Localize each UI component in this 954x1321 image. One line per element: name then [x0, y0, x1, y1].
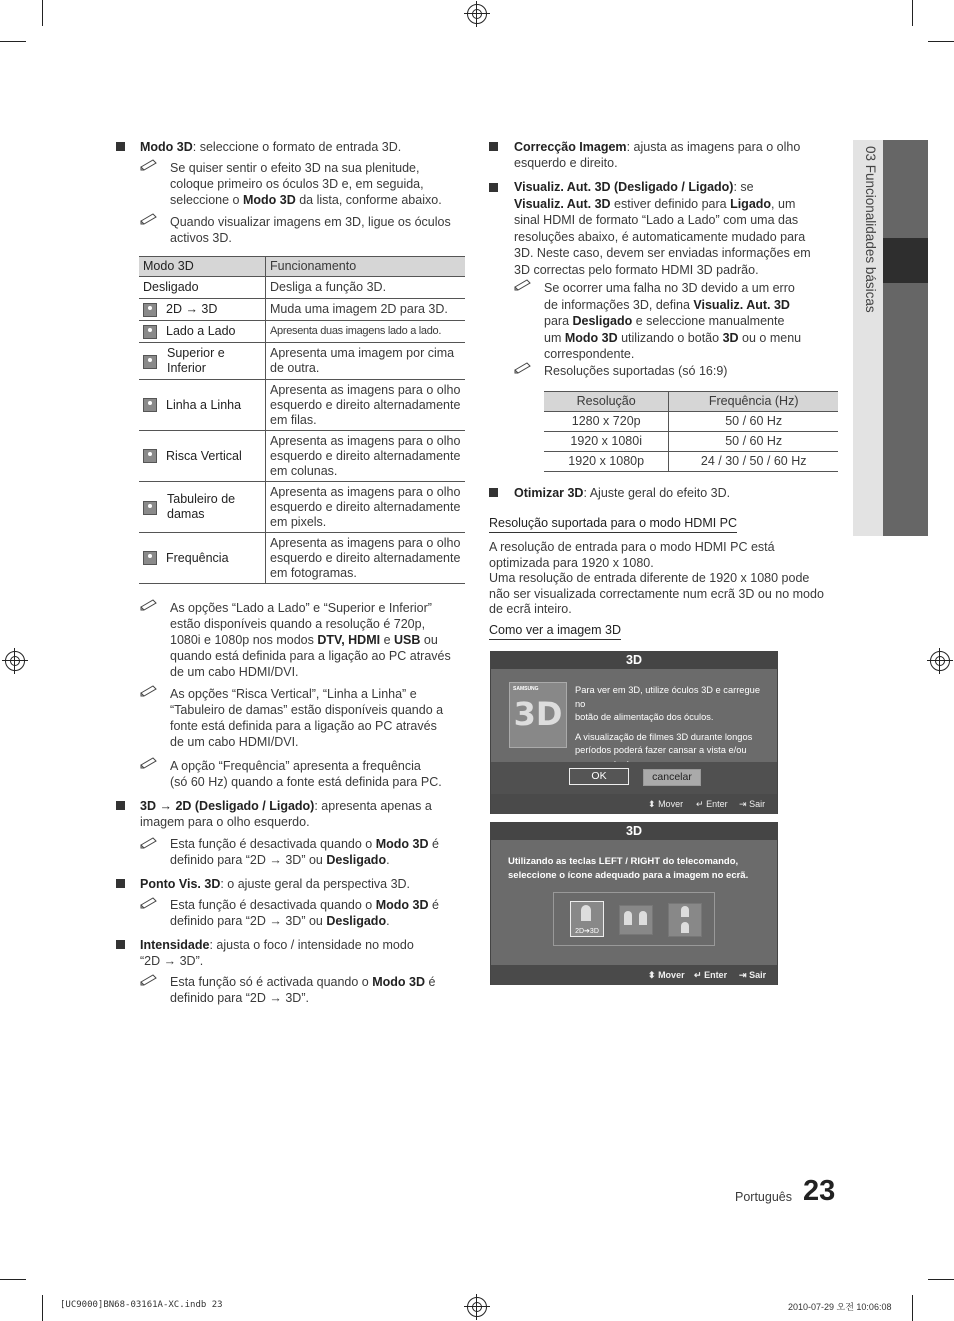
- note-lado-lado: As opções “Lado a Lado” e “Superior e Inferior” estão disponíveis quando a resolução é 720p, 1080i e 1080p nos modos DTV, HDMI e USB ou quando está definida para a ligação ao PC através de um cabo HDMI/DVI.: [170, 601, 451, 679]
- enter-icon: ↵: [696, 799, 704, 809]
- note-falha: Se ocorrer uma falha no 3D devido a um erro de informações 3D, defina Visualiz. Aut. 3D para Desligado e seleccione manualmente um Modo 3D utilizando o botão 3D ou o menu correspondente.: [544, 281, 802, 361]
- move-icon: ⬍: [648, 970, 656, 980]
- item-otimizar: Otimizar 3D: Ajuste geral do efeito 3D.: [514, 486, 731, 500]
- exit-icon: ⇥: [739, 970, 747, 980]
- note-risca: As opções “Risca Vertical”, “Linha a Linha” e “Tabuleiro de damas” estão disponíveis quando a fonte está definida para a ligação ao PC através de um cabo HDMI/DVI.: [170, 687, 444, 749]
- note-ponto-vis: Esta função é desactivada quando o Modo 3D é definido para “2D → 3D” ou Desligado.: [170, 898, 439, 928]
- footer-file: [UC9000]BN68-03161A-XC.indb 23: [60, 1300, 223, 1310]
- button-area: [491, 762, 777, 794]
- bullet: [489, 488, 498, 497]
- note-icon: [514, 278, 532, 291]
- note-oculos: Quando visualizar imagens em 3D, ligue os óculos activos 3D.: [170, 215, 451, 245]
- registration-mark-right: [930, 651, 950, 671]
- note-frequencia: A opção “Frequência” apresenta a frequência (só 60 Hz) quando a fonte está definida para PC.: [170, 759, 442, 789]
- note-3d-2d: Esta função é desactivada quando o Modo 3D é definido para “2D → 3D” ou Desligado.: [170, 837, 439, 867]
- table-row: 2D → 3D: [139, 299, 266, 321]
- nav-sair: ⇥ Sair: [739, 970, 767, 980]
- table-header: Funcionamento: [266, 257, 466, 277]
- frequency-icon: [143, 551, 157, 565]
- footer-date: 2010-07-29 오전 10:06:08: [788, 1302, 892, 1312]
- line-by-line-icon: [143, 398, 157, 412]
- 3d-logo: 3D: [509, 682, 567, 748]
- footer-language: Português: [735, 1190, 792, 1204]
- nav-mover: ⬍ Mover: [648, 799, 684, 809]
- table-header: Modo 3D: [139, 257, 266, 277]
- item-visualiz: Visualiz. Aut. 3D (Desligado / Ligado): se Visualiz. Aut. 3D estiver definido para Ligado, um sinal HDMI de formato “Lado a Lado” com uma das resoluções abaixo, é automaticamente mudado para 3D. Neste caso, devem ser enviadas informações em 3D correctas pelo formato HDMI 3D padrão.: [514, 180, 811, 277]
- tv-screen-3d-select: [490, 822, 778, 985]
- note-intensidade: Esta função só é activada quando o Modo 3D é definido para “2D → 3D”.: [170, 975, 436, 1005]
- cancel-button[interactable]: cancelar: [643, 769, 701, 786]
- registration-mark-bottom: [467, 1297, 487, 1317]
- ok-button[interactable]: OK: [569, 768, 629, 785]
- table-row: Tabuleiro de damas: [139, 482, 266, 533]
- note-icon: [140, 756, 158, 769]
- side-by-side-option[interactable]: [619, 905, 653, 935]
- item-ponto-vis: Ponto Vis. 3D: o ajuste geral da perspectiva 3D.: [140, 877, 411, 891]
- item-3d-2d: 3D → 2D (Desligado / Ligado): apresenta apenas a imagem para o olho esquerdo.: [140, 799, 432, 829]
- item-correccao: Correcção Imagem: ajusta as imagens para o olho esquerdo e direito.: [514, 140, 801, 170]
- nav-sair: ⇥ Sair: [739, 799, 766, 809]
- side-by-side-icon: [143, 325, 157, 339]
- table-row: Lado a Lado: [139, 321, 266, 343]
- table-row: 1920 x 1080i 50 / 60 Hz: [544, 432, 838, 452]
- screen-title: 3D: [626, 824, 642, 838]
- item-intensidade: Intensidade: ajusta o foco / intensidade no modo “2D → 3D”.: [140, 938, 414, 968]
- table-header: Resolução: [544, 392, 669, 412]
- registration-mark-top: [467, 4, 487, 24]
- brand-label: SAMSUNG: [513, 686, 539, 692]
- screen-title: 3D: [626, 653, 642, 667]
- note-icon: [140, 684, 158, 697]
- mode-2d3d-icon: [143, 303, 157, 317]
- nav-enter: ↵ Enter: [696, 799, 728, 809]
- page-number: 23: [803, 1175, 836, 1207]
- table-row: Risca Vertical: [139, 431, 266, 482]
- note-icon: [140, 158, 158, 171]
- table-row: 1920 x 1080p 24 / 30 / 50 / 60 Hz: [544, 452, 838, 472]
- table-row: Frequência: [139, 533, 266, 584]
- note-icon: [140, 212, 158, 225]
- modo3d-table: Modo 3D Funcionamento Desligado Desliga a função 3D. 2D → 3D Muda uma imagem 2D para 3D. Lado a Lado Apresenta duas imagens lado a lado. Superior e Inferior Apresenta uma imagem por cima de outra. Linha a Linha Apresenta as imagens para o olho esquerdo e direito alternadamente em filas. Risca Vertical Apresenta as imagens para o olho esquerdo e direito alternadamente em colunas. Tabuleiro de damas Apresenta as imagens para o olho esquerdo e direito alternadamente em pixels. Frequência Apresenta as imagens para o olho esquerdo e direito alternadamente em fotogramas.: [139, 256, 465, 584]
- screen2-text: Utilizando as teclas LEFT / RIGHT do telecomando, seleccione o ícone adequado para a imagem no ecrã.: [508, 856, 749, 881]
- move-icon: ⬍: [648, 799, 656, 809]
- note-icon: [140, 836, 158, 849]
- modo3d-item: Modo 3D: seleccione o formato de entrada 3D.: [140, 140, 402, 154]
- bullet: [116, 801, 125, 810]
- table-row: Superior e Inferior: [139, 343, 266, 380]
- vertical-stripe-icon: [143, 449, 157, 463]
- note-icon: [140, 598, 158, 611]
- table-row: 1280 x 720p 50 / 60 Hz: [544, 412, 838, 432]
- side-tab-dark: [883, 140, 928, 536]
- heading-como-ver: Como ver a imagem 3D: [489, 622, 621, 638]
- bullet: [116, 142, 125, 151]
- note-resolucoes: Resoluções suportadas (só 16:9): [544, 364, 728, 378]
- chapter-label: 03 Funcionalidades básicas: [863, 146, 878, 313]
- top-bottom-option[interactable]: [668, 903, 702, 937]
- resolution-table: [544, 391, 838, 472]
- bullet: [116, 879, 125, 888]
- registration-mark-left: [5, 651, 25, 671]
- nav-mover: ⬍ Mover: [648, 970, 685, 980]
- enter-icon: ↵: [694, 970, 702, 980]
- note-icon: [140, 973, 158, 986]
- note-modo3d: Se quiser sentir o efeito 3D na sua plenitude, coloque primeiro os óculos 3D e, em seguida, seleccione o Modo 3D da lista, conforme abaixo.: [170, 161, 442, 207]
- bullet: [489, 142, 498, 151]
- table-row: Desligado: [139, 277, 266, 299]
- screen1-text: Para ver em 3D, utilize óculos 3D e carregue no botão de alimentação dos óculos. A visualização de filmes 3D durante longos períodos poderá fazer cansar a vista e/ou: [575, 685, 760, 755]
- checkerboard-icon: [143, 501, 157, 515]
- tv-screen-3d-warning: [490, 651, 778, 814]
- hdmi-pc-text: A resolução de entrada para o modo HDMI PC está optimizada para 1920 x 1080. Uma resolução de entrada diferente de 1920 x 1080 pode não ser visualizada correctamente num ecrã 3D ou no modo de ecrã inteiro.: [489, 540, 824, 616]
- nav-enter: ↵ Enter: [694, 970, 728, 980]
- heading-hdmi-pc: Resolução suportada para o modo HDMI PC: [489, 515, 737, 531]
- top-bottom-icon: [143, 355, 157, 369]
- table-header: Frequência (Hz): [669, 392, 838, 412]
- exit-icon: ⇥: [739, 799, 747, 809]
- bullet: [489, 183, 498, 192]
- mode-2d3d-option[interactable]: 2D➔3D: [570, 901, 604, 937]
- note-icon: [514, 361, 532, 374]
- side-tab-marker: [883, 238, 928, 283]
- note-icon: [140, 896, 158, 909]
- bullet: [116, 940, 125, 949]
- table-row: Linha a Linha: [139, 380, 266, 431]
